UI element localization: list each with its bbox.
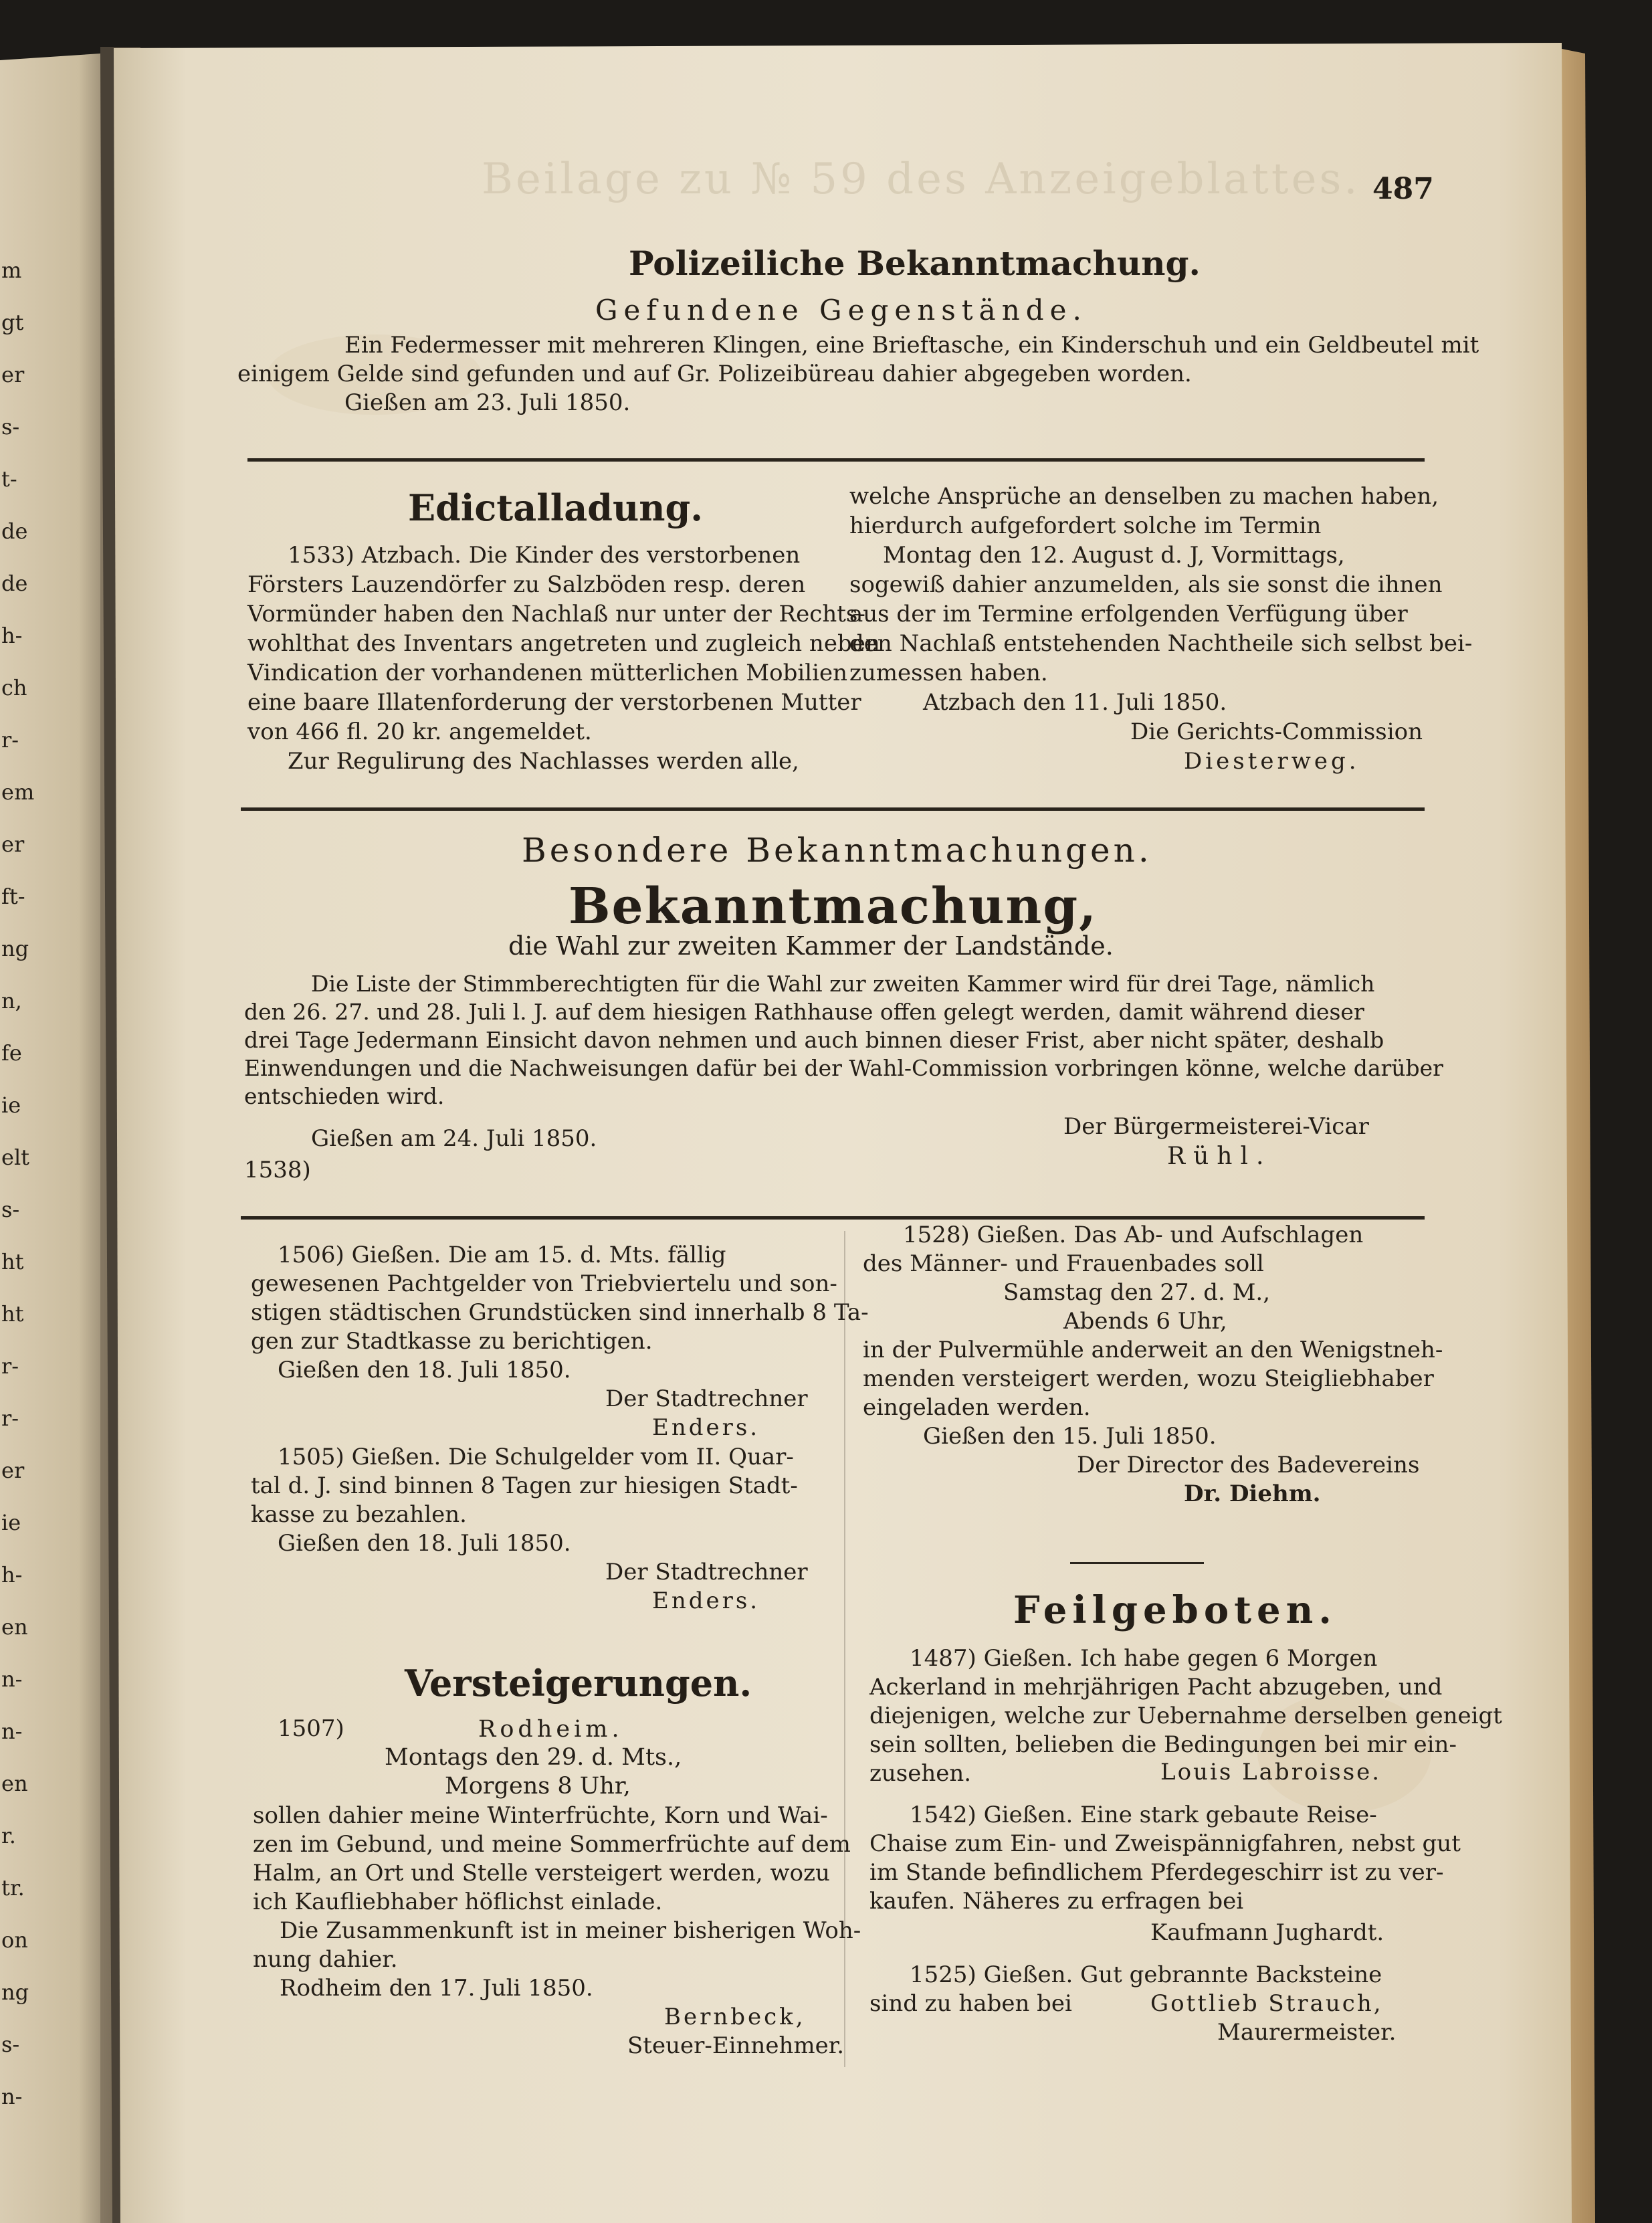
left-page-fragment: ch [1,675,27,700]
besondere-subheading: die Wahl zur zweiten Kammer der Landstände. [508,931,1114,961]
notice-1528-line: menden versteigert werden, wozu Steigliebhaber [863,1365,1434,1392]
edictal-line: Zur Regulirung des Nachlasses werden alle, [288,748,799,775]
left-page-fragment: h- [1,623,23,648]
edictal-signature: Die Gerichts-Commission [1130,718,1423,745]
left-page-fragment: on [1,1927,28,1953]
left-page-fragment: ie [1,1510,21,1535]
left-page-fragment: er [1,362,25,387]
column-divider [844,1231,845,2067]
polizei-date: Gießen am 23. Juli 1850. [344,389,631,416]
left-page-fragment: ng [1,1979,29,2005]
besondere-line: drei Tage Jedermann Einsicht davon nehmen und auch binnen dieser Frist, aber nicht später, deshalb [244,1027,1384,1053]
versteigerungen-line: sollen dahier meine Winterfrüchte, Korn und Wai- [253,1802,828,1829]
besondere-line: Die Liste der Stimmberechtigten für die Wahl zur zweiten Kammer wird für drei Tage, nämlich [311,971,1375,997]
page-number: 487 [1372,172,1434,206]
left-page-fragment: r- [1,727,19,753]
notice-1528-signature: Dr. Diehm. [1184,1480,1321,1507]
versteigerungen-line: Die Zusammenkunft ist in meiner bisherigen Woh- [280,1917,861,1944]
notice-1542 [869,1801,1461,1916]
notice-1528-when: Samstag den 27. d. M., [1003,1279,1271,1306]
polizei-subtitle: Gefundene Gegenstände. [595,294,1088,326]
notice-1528-when: Abends 6 Uhr, [1063,1308,1227,1335]
left-page-fragment: h- [1,1562,23,1587]
versteigerungen-signature: Bernbeck, [664,2004,806,2030]
left-page-fragment: m [1,258,22,283]
besondere-line: Einwendungen und die Nachweisungen dafür bei der Wahl-Commission vorbringen könne, welche darüber [244,1055,1443,1081]
left-page-fragment: de [1,518,28,544]
notice-1542-signature: Kaufmann Jughardt. [1150,1919,1384,1946]
versteigerungen-line: ich Kaufliebhaber höflichst einlade. [253,1889,663,1915]
left-page-fragment: ft- [1,884,25,909]
feilgeboten-title: Feilgeboten. [1013,1588,1337,1632]
left-page-fragment: ht [1,1249,24,1274]
notice-1505-date: Gießen den 18. Juli 1850. [278,1530,571,1557]
left-page-fragment: r- [1,1353,19,1379]
notice-1506-line: stigen städtischen Grundstücken sind innerhalb 8 Ta- [251,1299,869,1326]
notice-1506-signature: Der Stadtrechner [605,1385,808,1412]
notice-1505-signature: Enders. [652,1587,760,1614]
edictal-date: Atzbach den 11. Juli 1850. [923,689,1227,716]
left-page-fragment: ie [1,1092,21,1118]
versteigerungen-number: 1507) [278,1715,344,1742]
notice-1506-line: 1506) Gießen. Die am 15. d. Mts. fällig [278,1242,726,1268]
notice-1525-signature: Gottlieb Strauch, [1150,1990,1383,2017]
notice-1505-line: kasse zu bezahlen. [251,1501,467,1528]
edictal-title: Edictalladung. [408,486,704,529]
left-page-fragment: de [1,571,28,596]
left-page-fragment: fe [1,1040,22,1066]
notice-1525-line: sind zu haben bei [869,1990,1072,2017]
polizei-title: Polizeiliche Bekanntmachung. [629,244,1201,283]
versteigerungen-text [253,1802,861,2060]
notice-1542-line: kaufen. Näheres zu erfragen bei [869,1888,1244,1915]
besondere-line: den 26. 27. und 28. Juli l. J. auf dem hiesigen Rathhause offen gelegt werden, damit während dieser [244,999,1364,1025]
versteigerungen-line: zen im Gebund, und meine Sommerfrüchte auf dem [253,1831,851,1858]
section-rule [247,458,1425,462]
besondere-line: entschieden wird. [244,1083,445,1109]
besondere-title: Besondere Bekanntmachungen. [522,831,1152,870]
edictal-line: Montag den 12. August d. J, Vormittags, [883,542,1345,569]
versteigerungen-title: Versteigerungen. [405,1662,752,1705]
notice-1487-line: diejenigen, welche zur Uebernahme derselben geneigt [869,1703,1502,1729]
left-page-fragment: n- [1,1666,23,1692]
short-rule [1070,1562,1204,1564]
besondere-text [244,970,1448,1110]
notice-1542-line: Chaise zum Ein- und Zweispännigfahren, nebst gut [869,1830,1461,1857]
edictal-line: Vormünder haben den Nachlaß nur unter der Rechts- [247,601,865,627]
notice-1505-signature: Der Stadtrechner [605,1559,808,1585]
left-page-text-fragments [0,0,40,2223]
notice-1528-date: Gießen den 15. Juli 1850. [923,1423,1217,1450]
besondere-signature: Rühl. [1167,1143,1272,1170]
notice-1506 [251,1241,869,1442]
section-rule [241,1216,1425,1220]
notice-1506-date: Gießen den 18. Juli 1850. [278,1357,571,1383]
versteigerungen-when: Montags den 29. d. Mts., [385,1744,682,1771]
edictal-line: Försters Lauzendörfer zu Salzböden resp. deren [247,571,806,598]
left-page-fragment: em [1,779,35,805]
edictal-right-column [849,482,1473,776]
besondere-heading: Bekanntmachung, [569,878,1098,935]
notice-1525-line: 1525) Gießen. Gut gebrannte Backsteine [910,1961,1382,1988]
notice-1487-line: sein sollten, belieben die Bedingungen bei mir ein- [869,1731,1457,1758]
polizei-line: einigem Gelde sind gefunden und auf Gr. Polizeibüreau dahier abgegeben worden. [237,361,1192,387]
edictal-line: von 466 fl. 20 kr. angemeldet. [247,718,592,745]
versteigerungen-when: Morgens 8 Uhr, [445,1773,631,1800]
edictal-signature: Diesterweg. [1184,748,1360,775]
versteigerungen-line: Halm, an Ort und Stelle versteigert werden, wozu [253,1860,830,1887]
left-page-fragment: er [1,1458,25,1483]
edictal-line: Vindication der vorhandenen mütterlichen Mobilien [247,660,847,686]
notice-1542-line: 1542) Gießen. Eine stark gebaute Reise- [910,1802,1377,1828]
left-page-fragment: ng [1,936,29,961]
edictal-line: welche Ansprüche an denselben zu machen haben, [849,483,1439,510]
edictal-line: zumessen haben. [849,660,1048,686]
edictal-line: hierdurch aufgefordert solche im Termin [849,512,1322,539]
left-page-fragment: t- [1,466,17,492]
left-page-fragment: r. [1,1823,16,1848]
versteigerungen-line: nung dahier. [253,1946,398,1973]
polizei-text [237,331,1479,417]
polizei-line: Ein Federmesser mit mehreren Klingen, eine Brieftasche, ein Kinderschuh und ein Geldbeutel mit [344,332,1479,359]
notice-1528-line: eingeladen werden. [863,1394,1091,1421]
edictal-line: wohlthat des Inventars angetreten und zugleich neben [247,630,880,657]
edictal-left-column [247,541,880,776]
notice-1487-line: zusehen. [869,1760,972,1787]
notice-1528-line: in der Pulvermühle anderweit an den Wenigstneh- [863,1337,1443,1363]
left-page-fragment: s- [1,2032,20,2057]
notice-1542-line: im Stande befindlichem Pferdegeschirr ist zu ver- [869,1859,1444,1886]
left-page-fragment: n- [1,1719,23,1744]
left-page-fragment: er [1,832,25,857]
notice-1525-signature: Maurermeister. [1217,2019,1397,2046]
left-page-fragment: gt [1,310,24,335]
besondere-date: Gießen am 24. Juli 1850. [311,1125,597,1152]
left-page-fragment: ht [1,1301,24,1327]
edictal-line: sogewiß dahier anzumelden, als sie sonst die ihnen [849,571,1443,598]
left-page-fragment: n, [1,988,22,1013]
edictal-line: den Nachlaß entstehenden Nachtheile sich selbst bei- [849,630,1473,657]
notice-1487-line: 1487) Gießen. Ich habe gegen 6 Morgen [910,1645,1378,1672]
notice-1506-line: gewesenen Pachtgelder von Triebviertelu und son- [251,1270,837,1297]
versteigerungen-signature: Steuer-Einnehmer. [627,2032,845,2059]
notice-1487-line: Ackerland in mehrjährigen Pacht abzugeben, und [869,1674,1443,1701]
left-page-fragment: en [1,1771,28,1796]
section-rule [241,807,1425,811]
besondere-signature: Der Bürgermeisterei-Vicar [1063,1113,1369,1140]
notice-1487-signature: Louis Labroisse. [1160,1759,1382,1785]
notice-1528 [863,1221,1451,1509]
left-page-fragment: s- [1,414,20,440]
faded-header: Beilage zu № 59 des Anzeigeblattes. [482,155,1360,204]
besondere-number: 1538) [244,1157,311,1183]
notice-1505 [251,1443,839,1616]
left-page-fragment: en [1,1614,28,1640]
left-page-fragment: n- [1,2084,23,2109]
notice-1505-line: tal d. J. sind binnen 8 Tagen zur hiesigen Stadt- [251,1472,798,1499]
left-page-fragment: s- [1,1197,20,1222]
notice-1506-line: gen zur Stadtkasse zu berichtigen. [251,1328,653,1355]
notice-1528-line: 1528) Gießen. Das Ab- und Aufschlagen [903,1222,1364,1248]
versteigerungen-place: Rodheim. [478,1716,623,1743]
edictal-line: eine baare Illatenforderung der verstorbenen Mutter [247,689,861,716]
left-page-fragment: elt [1,1145,30,1170]
left-page-fragment: tr. [1,1875,25,1901]
edictal-line: aus der im Termine erfolgenden Verfügung über [849,601,1408,627]
notice-1506-signature: Enders. [652,1414,760,1441]
notice-1505-line: 1505) Gießen. Die Schulgelder vom II. Quar- [278,1444,794,1470]
edictal-line: 1533) Atzbach. Die Kinder des verstorbenen [288,542,801,569]
notice-1528-signature: Der Director des Badevereins [1077,1452,1420,1478]
notice-1528-line: des Männer- und Frauenbades soll [863,1250,1264,1277]
left-page-fragment: r- [1,1406,19,1431]
versteigerungen-date: Rodheim den 17. Juli 1850. [280,1975,593,2002]
